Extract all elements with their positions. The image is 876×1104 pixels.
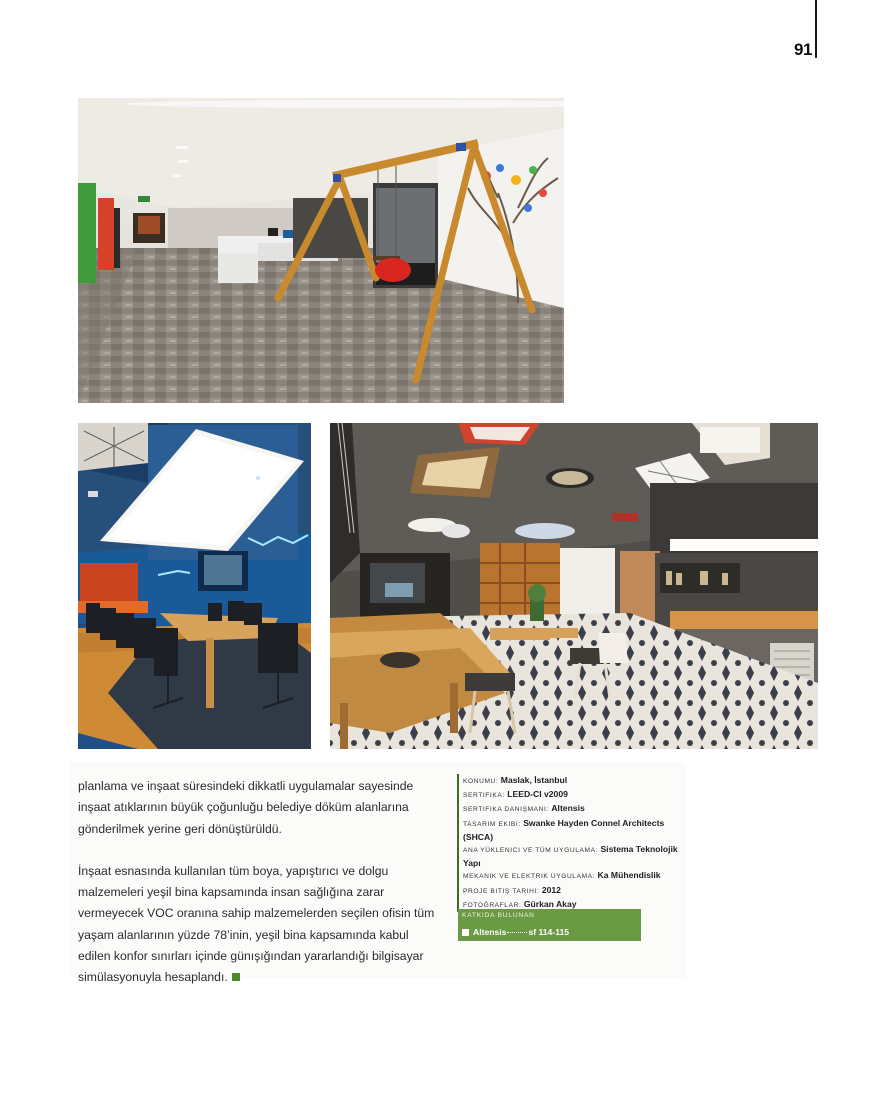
info-value: 2012	[541, 884, 561, 895]
end-square-icon	[232, 973, 240, 981]
info-row-certificate: SERTIFIKA: LEED-CI v2009	[463, 789, 568, 800]
info-value: LEED-CI v2009	[507, 789, 568, 800]
info-label: MEKANIK VE ELEKTRIK UYGULAMA	[463, 873, 593, 881]
info-value: Altensis	[551, 803, 585, 814]
info-row-completion: PROJE BITIŞ TARIHI: 2012	[463, 884, 561, 895]
info-row-mep: MEKANIK VE ELEKTRIK UYGULAMA: Ka Mühendislik	[463, 870, 661, 881]
page-number: 91	[794, 40, 812, 59]
dot-leader	[507, 932, 527, 933]
contributor-item	[462, 927, 569, 937]
body-paragraph-2	[78, 861, 438, 989]
info-label: SERTIFIKA	[463, 792, 503, 800]
body-paragraph-1: planlama ve inşaat süresindeki dikkatli uygulamalar sayesinde inşaat atıklarının büyük çoğunluğu belediye döküm alanlarına gönderilmek yerine geri dönüştürüldü.	[78, 779, 414, 836]
info-row-contractor: ANA YÜKLENICI VE TÜM UYGULAMA: Sistema Teknolojik Yapı	[463, 844, 678, 869]
info-label: KONUMU	[463, 778, 496, 785]
square-bullet-icon	[462, 929, 469, 936]
project-info-box	[457, 774, 685, 912]
info-value: Swanke Hayden Connel Architects (SHCA)	[463, 817, 665, 842]
info-value: Gürkan Akay	[523, 898, 577, 909]
info-row-design-team: TASARIM EKIBI: Swanke Hayden Connel Architects (SHCA)	[463, 817, 665, 842]
info-label: TASARIM EKIBI	[463, 820, 519, 828]
contributor-page: sf 114-115	[528, 927, 570, 937]
info-label: PROJE BITIŞ TARIHI	[463, 887, 537, 895]
info-value: Maslak, İstanbul	[500, 775, 568, 785]
info-value: Sistema Teknolojik Yapı	[463, 844, 678, 869]
contributor-title: KATKIDA BULUNAN	[462, 912, 535, 919]
info-row-photos: FOTOĞRAFLAR: Gürkan Akay	[463, 898, 577, 909]
info-label: ANA YÜKLENICI VE TÜM UYGULAMA	[463, 847, 596, 855]
meeting-room-photo	[78, 423, 311, 749]
office-swing-photo	[78, 98, 564, 403]
page-number-rule	[815, 0, 817, 58]
info-label: FOTOĞRAFLAR	[463, 901, 519, 909]
info-label: SERTIFIKA DANIŞMANI	[463, 806, 547, 814]
contributor-box	[458, 909, 641, 941]
body-paragraph-2-text: İnşaat esnasında kullanılan tüm boya, yapıştırıcı ve dolgu malzemeleri yeşil bina kapsamında insan sağlığına zarar vermeyecek VOC oranına sahip malzemelerden seçilen ofisin tüm yaşam alanlarının yüzde 78’inin, yeşil bina kapsamında kabul edilen konfor sınırları içinde günışığından yararlandığı bilgisayar simülasyonuyla hesaplandı.	[78, 863, 435, 985]
kitchen-cafe-photo	[330, 423, 818, 749]
contributor-name: Altensis	[473, 927, 507, 937]
info-value: Ka Mühendislik	[597, 870, 661, 881]
info-row-consultant: SERTIFIKA DANIŞMANI: Altensis	[463, 803, 585, 814]
article-body	[78, 776, 438, 989]
info-row-location: KONUMU: Maslak, İstanbul	[463, 775, 568, 785]
